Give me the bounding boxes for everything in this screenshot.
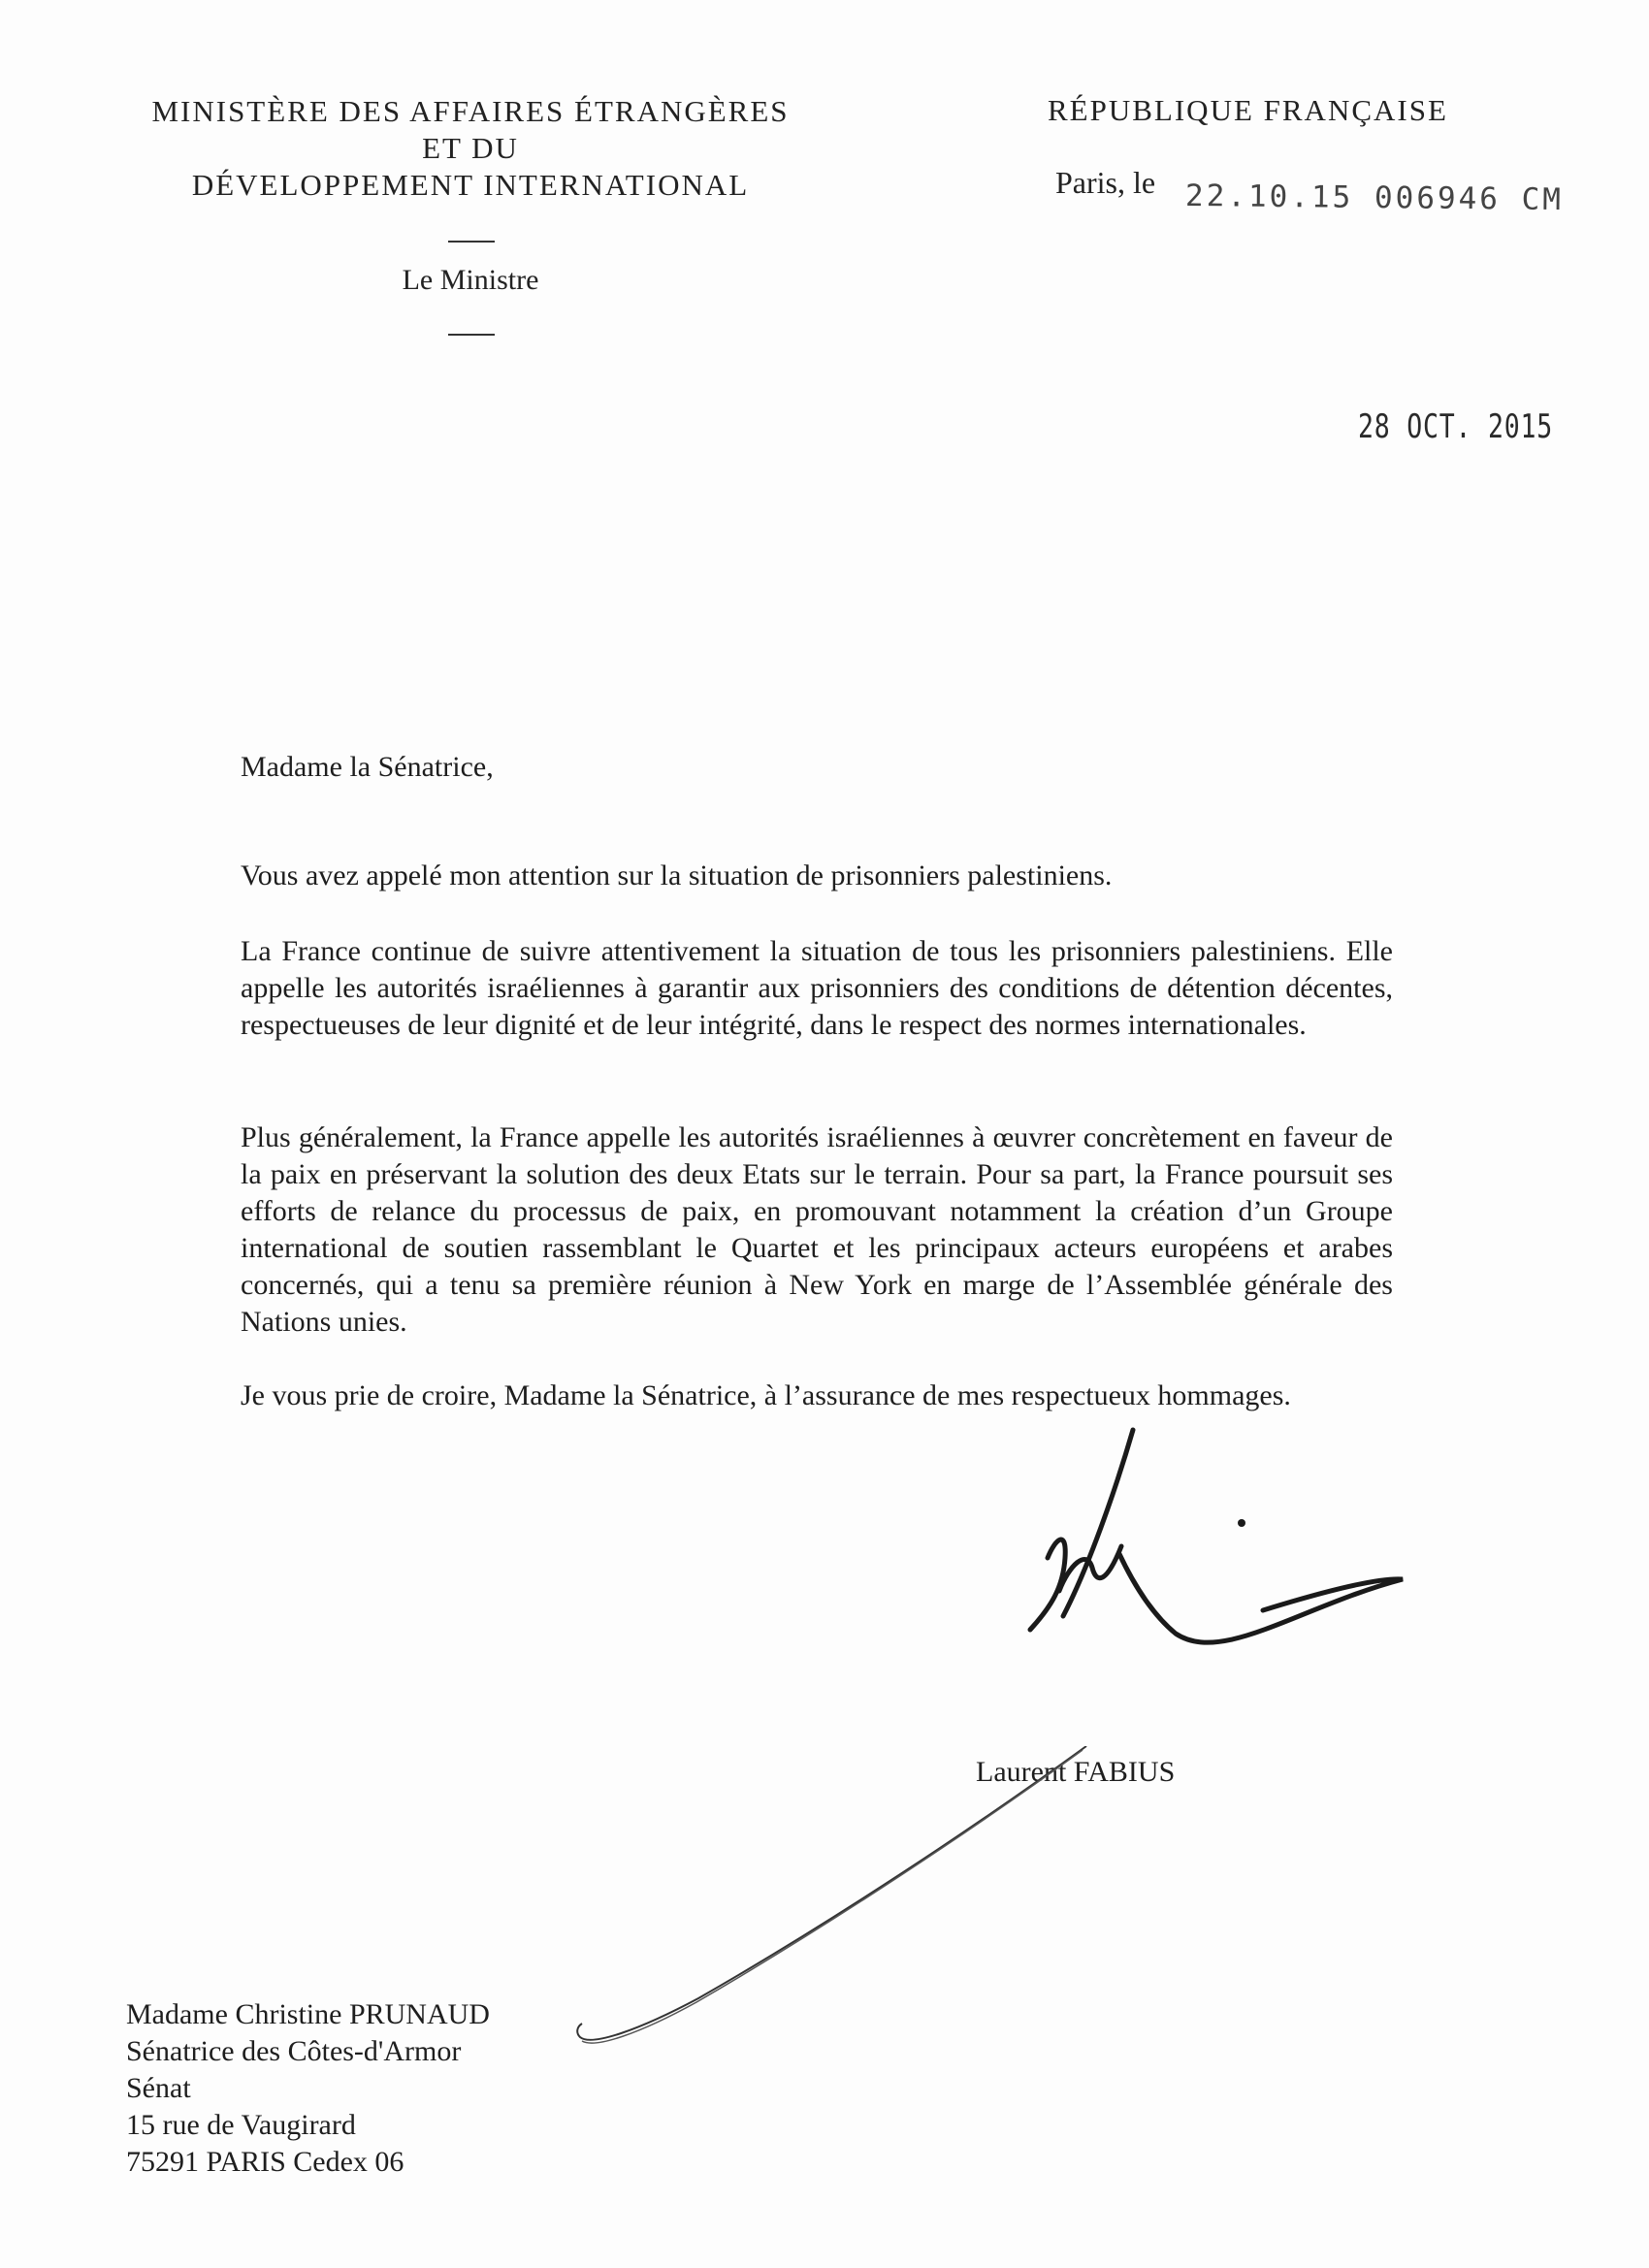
paragraph-2: La France continue de suivre attentivement la situation de tous les prisonniers palestiniens. Elle appelle les autorités israéliennes à garantir aux prisonniers des conditions de détention décentes, respectueuses de leur dignité et de leur intégrité, dans le respect des normes internationales. [241, 935, 1393, 1041]
recipient-line-1: Madame Christine PRUNAUD [126, 1998, 490, 2030]
letterhead-divider-top [448, 241, 495, 243]
signature-flourish [563, 1746, 1106, 2057]
recipient-line-3: Sénat [126, 2072, 191, 2104]
recipient-address [126, 1996, 490, 2181]
place-date-label: Paris, le [1055, 165, 1156, 200]
signer-name: Laurent FABIUS [976, 1756, 1176, 1788]
ministry-line-3: DÉVELOPPEMENT INTERNATIONAL [191, 168, 750, 202]
closing-paragraph: Je vous prie de croire, Madame la Sénatrice, à l’assurance de mes respectueux hommages. [241, 1379, 1291, 1411]
recipient-line-5: 75291 PARIS Cedex 06 [126, 2146, 404, 2178]
ministry-line-2: ET DU [422, 131, 519, 165]
paragraph-3: Plus généralement, la France appelle les autorités israéliennes à œuvrer concrètement en faveur de la paix en préservant la solution des deux Etats sur le terrain. Pour sa part, la France poursuit ses efforts de relance du processus de paix, en promouvant notamment la création d’un Groupe international de soutien rassemblant le Quartet et les principaux acteurs européens et arabes concernés, qui a tenu sa première réunion à New York en marge de l’Assemblée générale des Nations unies. [241, 1121, 1393, 1338]
ministry-line-1: MINISTÈRE DES AFFAIRES ÉTRANGÈRES [151, 94, 790, 128]
salutation: Madame la Sénatrice, [241, 751, 494, 783]
republic-heading: RÉPUBLIQUE FRANÇAISE [1048, 93, 1448, 127]
reference-stamp: 22.10.15 006946 CM [1184, 178, 1565, 218]
recipient-line-4: 15 rue de Vaugirard [126, 2109, 356, 2141]
minister-label: Le Ministre [402, 264, 539, 296]
ministry-letterhead [97, 93, 844, 204]
handwritten-signature [1009, 1422, 1416, 1713]
paragraph-1: Vous avez appelé mon attention sur la situation de prisonniers palestiniens. [241, 859, 1113, 891]
letterhead-divider-bottom [448, 334, 495, 336]
date-stamp: 28 OCT. 2015 [1358, 407, 1553, 446]
recipient-line-2: Sénatrice des Côtes-d'Armor [126, 2035, 462, 2067]
